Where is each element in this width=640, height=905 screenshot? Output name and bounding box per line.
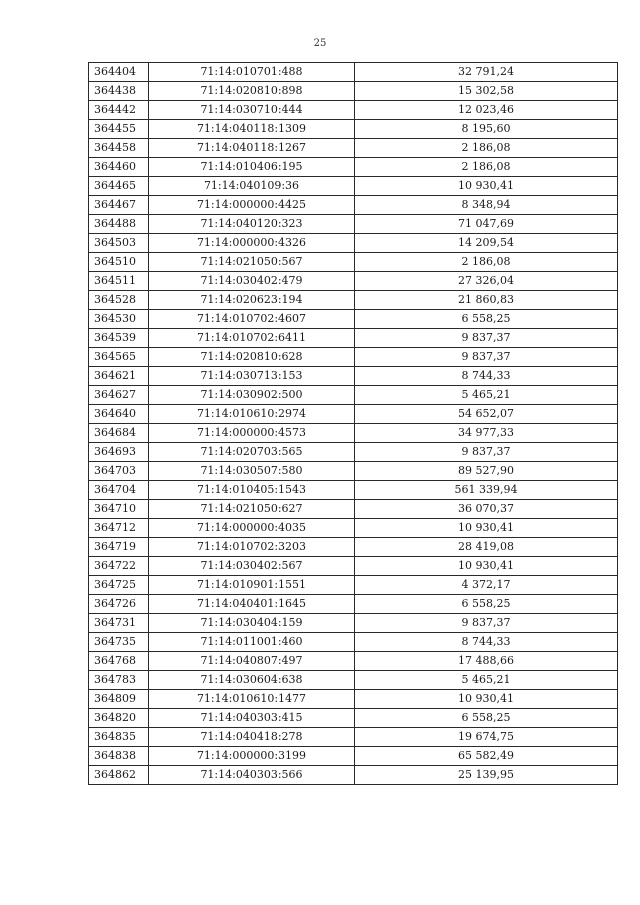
cadastral-number-cell: 71:14:010901:1551: [149, 576, 355, 595]
page-number: 25: [313, 38, 327, 49]
cadastral-number-cell: 71:14:040303:415: [149, 709, 355, 728]
table-row: [89, 614, 618, 633]
table-row: [89, 481, 618, 500]
value-cell: 15 302,58: [355, 82, 618, 101]
value-cell: 25 139,95: [355, 766, 618, 785]
cadastral-number-cell: 71:14:020810:898: [149, 82, 355, 101]
cadastral-number-cell: 71:14:040118:1309: [149, 120, 355, 139]
row-id-cell: 364703: [89, 462, 149, 481]
cadastral-number-cell: 71:14:010701:488: [149, 63, 355, 82]
cadastral-number-cell: 71:14:030402:567: [149, 557, 355, 576]
table-row: [89, 424, 618, 443]
row-id-cell: 364722: [89, 557, 149, 576]
value-cell: 2 186,08: [355, 139, 618, 158]
cadastral-number-cell: 71:14:010702:4607: [149, 310, 355, 329]
cadastral-number-cell: 71:14:030604:638: [149, 671, 355, 690]
table-row: [89, 196, 618, 215]
cadastral-number-cell: 71:14:000000:4425: [149, 196, 355, 215]
value-cell: 19 674,75: [355, 728, 618, 747]
row-id-cell: 364404: [89, 63, 149, 82]
cadastral-number-cell: 71:14:000000:3199: [149, 747, 355, 766]
row-id-cell: 364735: [89, 633, 149, 652]
value-cell: 561 339,94: [355, 481, 618, 500]
table-row: [89, 329, 618, 348]
row-id-cell: 364725: [89, 576, 149, 595]
row-id-cell: 364704: [89, 481, 149, 500]
cadastral-number-cell: 71:14:010610:1477: [149, 690, 355, 709]
row-id-cell: 364510: [89, 253, 149, 272]
value-cell: 6 558,25: [355, 595, 618, 614]
table-body: [89, 63, 618, 785]
row-id-cell: 364820: [89, 709, 149, 728]
table-row: [89, 348, 618, 367]
table-row: [89, 367, 618, 386]
table-row: [89, 291, 618, 310]
value-cell: 65 582,49: [355, 747, 618, 766]
row-id-cell: 364712: [89, 519, 149, 538]
row-id-cell: 364621: [89, 367, 149, 386]
value-cell: 2 186,08: [355, 158, 618, 177]
row-id-cell: 364467: [89, 196, 149, 215]
row-id-cell: 364719: [89, 538, 149, 557]
value-cell: 6 558,25: [355, 310, 618, 329]
table-row: [89, 101, 618, 120]
cadastral-number-cell: 71:14:011001:460: [149, 633, 355, 652]
value-cell: 9 837,37: [355, 329, 618, 348]
row-id-cell: 364539: [89, 329, 149, 348]
table-row: [89, 538, 618, 557]
cadastral-number-cell: 71:14:010406:195: [149, 158, 355, 177]
table-row: [89, 500, 618, 519]
cadastral-number-cell: 71:14:010702:3203: [149, 538, 355, 557]
value-cell: 28 419,08: [355, 538, 618, 557]
row-id-cell: 364835: [89, 728, 149, 747]
cadastral-number-cell: 71:14:000000:4035: [149, 519, 355, 538]
table-row: [89, 595, 618, 614]
row-id-cell: 364438: [89, 82, 149, 101]
cadastral-number-cell: 71:14:030713:153: [149, 367, 355, 386]
cadastral-number-cell: 71:14:000000:4326: [149, 234, 355, 253]
cadastral-number-cell: 71:14:021050:627: [149, 500, 355, 519]
table-row: [89, 386, 618, 405]
row-id-cell: 364455: [89, 120, 149, 139]
cadastral-number-cell: 71:14:040807:497: [149, 652, 355, 671]
value-cell: 10 930,41: [355, 519, 618, 538]
row-id-cell: 364768: [89, 652, 149, 671]
cadastral-number-cell: 71:14:030710:444: [149, 101, 355, 120]
value-cell: 9 837,37: [355, 348, 618, 367]
table-row: [89, 177, 618, 196]
value-cell: 9 837,37: [355, 443, 618, 462]
value-cell: 8 195,60: [355, 120, 618, 139]
table-row: [89, 709, 618, 728]
table-row: [89, 272, 618, 291]
value-cell: 10 930,41: [355, 177, 618, 196]
value-cell: 21 860,83: [355, 291, 618, 310]
row-id-cell: 364442: [89, 101, 149, 120]
row-id-cell: 364684: [89, 424, 149, 443]
table-row: [89, 690, 618, 709]
cadastral-number-cell: 71:14:010405:1543: [149, 481, 355, 500]
row-id-cell: 364862: [89, 766, 149, 785]
value-cell: 8 744,33: [355, 633, 618, 652]
table-row: [89, 747, 618, 766]
table-row: [89, 120, 618, 139]
value-cell: 36 070,37: [355, 500, 618, 519]
table-row: [89, 557, 618, 576]
data-table: [88, 62, 618, 785]
value-cell: 89 527,90: [355, 462, 618, 481]
row-id-cell: 364731: [89, 614, 149, 633]
value-cell: 12 023,46: [355, 101, 618, 120]
row-id-cell: 364460: [89, 158, 149, 177]
row-id-cell: 364710: [89, 500, 149, 519]
table-row: [89, 652, 618, 671]
value-cell: 10 930,41: [355, 557, 618, 576]
table-row: [89, 63, 618, 82]
table-row: [89, 443, 618, 462]
cadastral-number-cell: 71:14:030402:479: [149, 272, 355, 291]
table-row: [89, 519, 618, 538]
table-row: [89, 405, 618, 424]
value-cell: 5 465,21: [355, 386, 618, 405]
table-row: [89, 253, 618, 272]
table-row: [89, 158, 618, 177]
table-row: [89, 215, 618, 234]
cadastral-number-cell: 71:14:040118:1267: [149, 139, 355, 158]
value-cell: 9 837,37: [355, 614, 618, 633]
table-row: [89, 82, 618, 101]
cadastral-number-cell: 71:14:020703:565: [149, 443, 355, 462]
cadastral-number-cell: 71:14:020623:194: [149, 291, 355, 310]
row-id-cell: 364783: [89, 671, 149, 690]
table-row: [89, 766, 618, 785]
cadastral-number-cell: 71:14:021050:567: [149, 253, 355, 272]
table-row: [89, 671, 618, 690]
cadastral-number-cell: 71:14:040109:36: [149, 177, 355, 196]
cadastral-number-cell: 71:14:010702:6411: [149, 329, 355, 348]
row-id-cell: 364726: [89, 595, 149, 614]
value-cell: 2 186,08: [355, 253, 618, 272]
cadastral-number-cell: 71:14:010610:2974: [149, 405, 355, 424]
row-id-cell: 364528: [89, 291, 149, 310]
row-id-cell: 364565: [89, 348, 149, 367]
row-id-cell: 364465: [89, 177, 149, 196]
cadastral-number-cell: 71:14:040120:323: [149, 215, 355, 234]
table-row: [89, 462, 618, 481]
value-cell: 10 930,41: [355, 690, 618, 709]
table-row: [89, 728, 618, 747]
cadastral-number-cell: 71:14:040401:1645: [149, 595, 355, 614]
row-id-cell: 364511: [89, 272, 149, 291]
row-id-cell: 364503: [89, 234, 149, 253]
value-cell: 54 652,07: [355, 405, 618, 424]
value-cell: 5 465,21: [355, 671, 618, 690]
table-row: [89, 234, 618, 253]
row-id-cell: 364693: [89, 443, 149, 462]
table-row: [89, 310, 618, 329]
row-id-cell: 364640: [89, 405, 149, 424]
value-cell: 17 488,66: [355, 652, 618, 671]
cadastral-number-cell: 71:14:030902:500: [149, 386, 355, 405]
cadastral-number-cell: 71:14:000000:4573: [149, 424, 355, 443]
value-cell: 32 791,24: [355, 63, 618, 82]
cadastral-number-cell: 71:14:040418:278: [149, 728, 355, 747]
row-id-cell: 364458: [89, 139, 149, 158]
row-id-cell: 364838: [89, 747, 149, 766]
row-id-cell: 364809: [89, 690, 149, 709]
cadastral-number-cell: 71:14:030404:159: [149, 614, 355, 633]
table-row: [89, 139, 618, 158]
row-id-cell: 364530: [89, 310, 149, 329]
value-cell: 34 977,33: [355, 424, 618, 443]
cadastral-number-cell: 71:14:030507:580: [149, 462, 355, 481]
row-id-cell: 364627: [89, 386, 149, 405]
cadastral-number-cell: 71:14:040303:566: [149, 766, 355, 785]
value-cell: 4 372,17: [355, 576, 618, 595]
value-cell: 8 744,33: [355, 367, 618, 386]
table-row: [89, 633, 618, 652]
table-row: [89, 576, 618, 595]
cadastral-number-cell: 71:14:020810:628: [149, 348, 355, 367]
value-cell: 8 348,94: [355, 196, 618, 215]
row-id-cell: 364488: [89, 215, 149, 234]
value-cell: 14 209,54: [355, 234, 618, 253]
value-cell: 27 326,04: [355, 272, 618, 291]
value-cell: 71 047,69: [355, 215, 618, 234]
value-cell: 6 558,25: [355, 709, 618, 728]
